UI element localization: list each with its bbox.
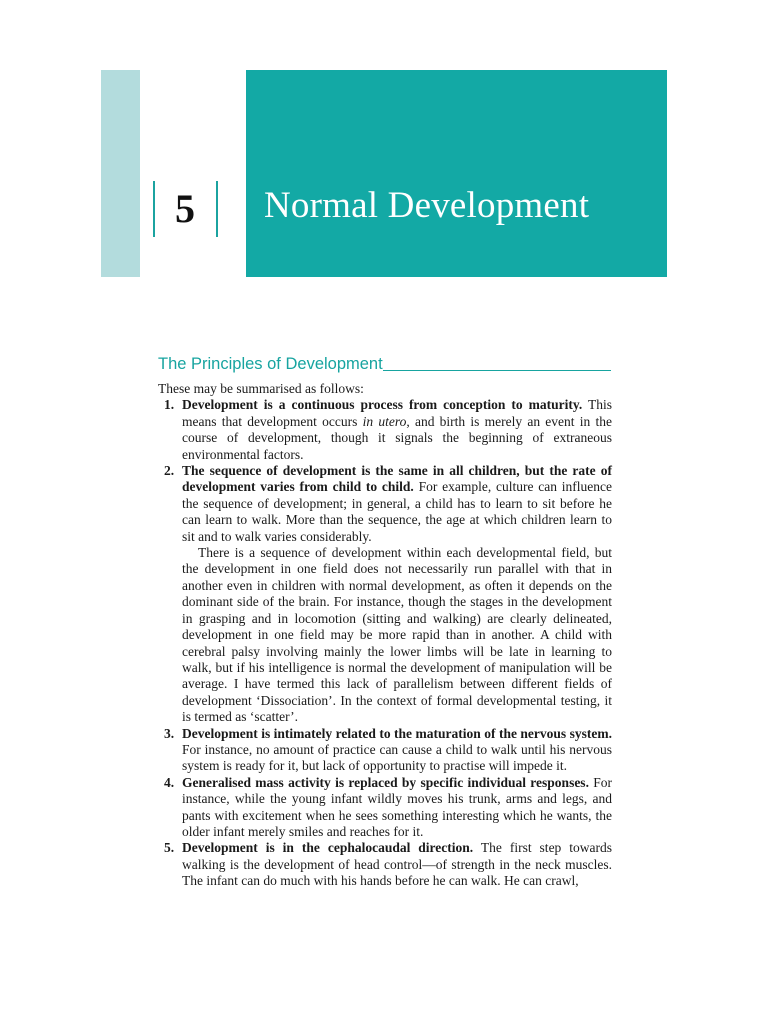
item-text: The first step towards walking is the development of head control—of strength in the neck muscles. The infant can do much with his hands before he can walk. He can crawl, bbox=[182, 840, 613, 889]
chapter-number: 5 bbox=[175, 186, 195, 231]
section-heading: The Principles of Development bbox=[158, 355, 383, 373]
item-text: For instance, no amount of practice can cause a child to walk until his nervous system is ready for it, but lack of opportunity to practise will impede it. bbox=[182, 741, 612, 774]
list-item bbox=[158, 840, 612, 889]
item-text: This means that development occurs bbox=[182, 397, 612, 429]
item-italic: in utero bbox=[362, 413, 407, 429]
chapter-accent-bar bbox=[101, 70, 140, 277]
item-lead: Development is a continuous process from conception to maturity. bbox=[182, 397, 583, 413]
item-text: , and birth is merely an event in the course of development, though it signals the beginning of extraneous environmental factors. bbox=[182, 413, 612, 462]
item-number: 4. bbox=[164, 774, 175, 790]
item-lead: The sequence of development is the same in all children, but the rate of development varies from child to child. bbox=[182, 463, 612, 495]
chapter-title: Normal Development bbox=[264, 185, 590, 226]
section-heading-row bbox=[158, 354, 611, 374]
item-text: For instance, while the young infant wildly moves his trunk, arms and legs, and pants with excitement when he sees something interesting which he wants, the older infant merely smiles and reaches for it. bbox=[182, 774, 612, 839]
item-continuation-paragraph: There is a sequence of development within each developmental field, but the development in one field does not necessarily run parallel with that in another even in children with normal development, as often it depends on the dominant side of the brain. For instance, though the stages in the development in grasping and in locomotion (sitting and walking) are clearly delineated, development in one field may be more rapid than in another. A child with cerebral palsy involving mainly the lower limbs will be late in learning to walk, but if his intelligence is normal the development of manipulation will be average. I have termed this lack of parallelism between different fields of development ‘Dissociation’. In the context of formal developmental testing, it is termed as ‘scatter’. bbox=[182, 545, 612, 725]
list-item bbox=[158, 397, 612, 463]
item-lead: Generalised mass activity is replaced by specific individual responses. bbox=[182, 774, 589, 790]
list-item bbox=[158, 463, 612, 545]
intro-paragraph: These may be summarised as follows: bbox=[158, 381, 364, 396]
item-lead: Development is intimately related to the maturation of the nervous system. bbox=[182, 725, 612, 741]
list-item bbox=[158, 775, 612, 841]
chapter-number-block bbox=[153, 181, 218, 237]
item-number: 5. bbox=[164, 840, 175, 856]
item-number: 3. bbox=[164, 725, 175, 741]
body-text bbox=[158, 381, 612, 890]
divider-right bbox=[216, 181, 218, 237]
section-heading-rule bbox=[383, 370, 611, 371]
item-number: 1. bbox=[164, 397, 175, 413]
list-item bbox=[158, 726, 612, 775]
item-number: 2. bbox=[164, 463, 175, 479]
item-text: For example, culture can influence the sequence of development; in general, a child has to learn to sit before he can learn to walk. More than the sequence, the age at which children learn to sit and to walk varies considerably. bbox=[182, 479, 612, 544]
item-lead: Development is in the cephalocaudal direction. bbox=[182, 840, 474, 856]
chapter-title-panel bbox=[246, 70, 667, 277]
